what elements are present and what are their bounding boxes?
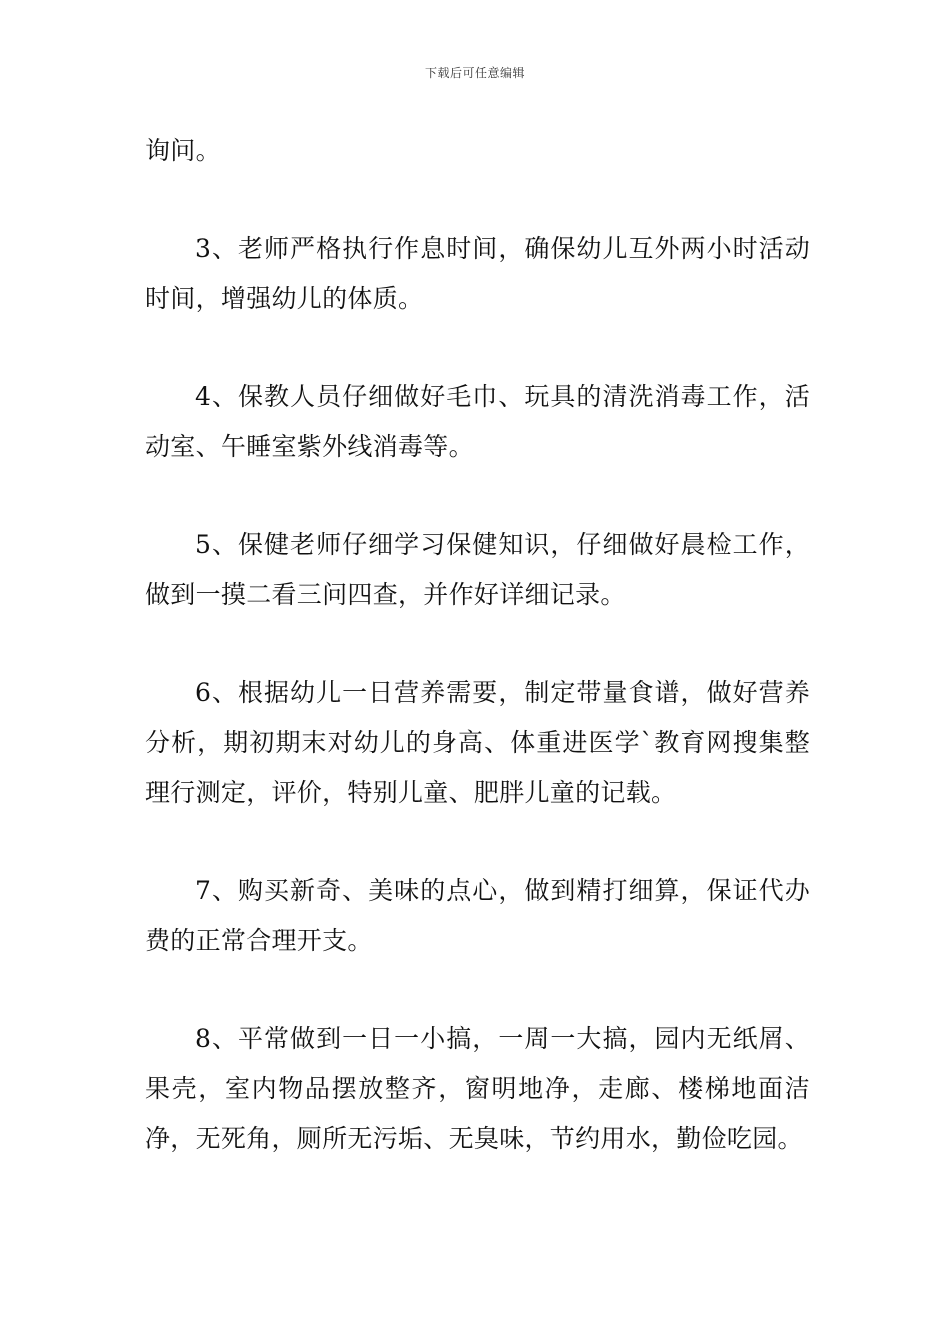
paragraph-item-7: 7、购买新奇、美味的点心，做到精打细算，保证代办费的正常合理开支。 xyxy=(145,876,810,955)
document-body xyxy=(145,126,810,1212)
paragraph-item-8: 8、平常做到一日一小搞，一周一大搞，园内无纸屑、果壳，室内物品摆放整齐，窗明地净，走廊、楼梯地面洁净，无死角，厕所无污垢、无臭味，节约用水，勤俭吃园。 xyxy=(145,1024,810,1153)
paragraph-item-5: 5、保健老师仔细学习保健知识，仔细做好晨检工作，做到一摸二看三问四查，并作好详细记录。 xyxy=(145,530,810,609)
paragraph-item-6: 6、根据幼儿一日营养需要，制定带量食谱，做好营养分析，期初期末对幼儿的身高、体重进医学`教育网搜集整理行测定，评价，特别儿童、肥胖儿童的记载。 xyxy=(145,678,810,807)
paragraph-item-4: 4、保教人员仔细做好毛巾、玩具的清洗消毒工作，活动室、午睡室紫外线消毒等。 xyxy=(145,382,810,461)
page-header: 下载后可任意编辑 xyxy=(424,66,525,80)
paragraph-item-3: 3、老师严格执行作息时间，确保幼儿互外两小时活动时间，增强幼儿的体质。 xyxy=(145,234,810,313)
paragraph-continuation: 询问。 xyxy=(145,136,221,165)
